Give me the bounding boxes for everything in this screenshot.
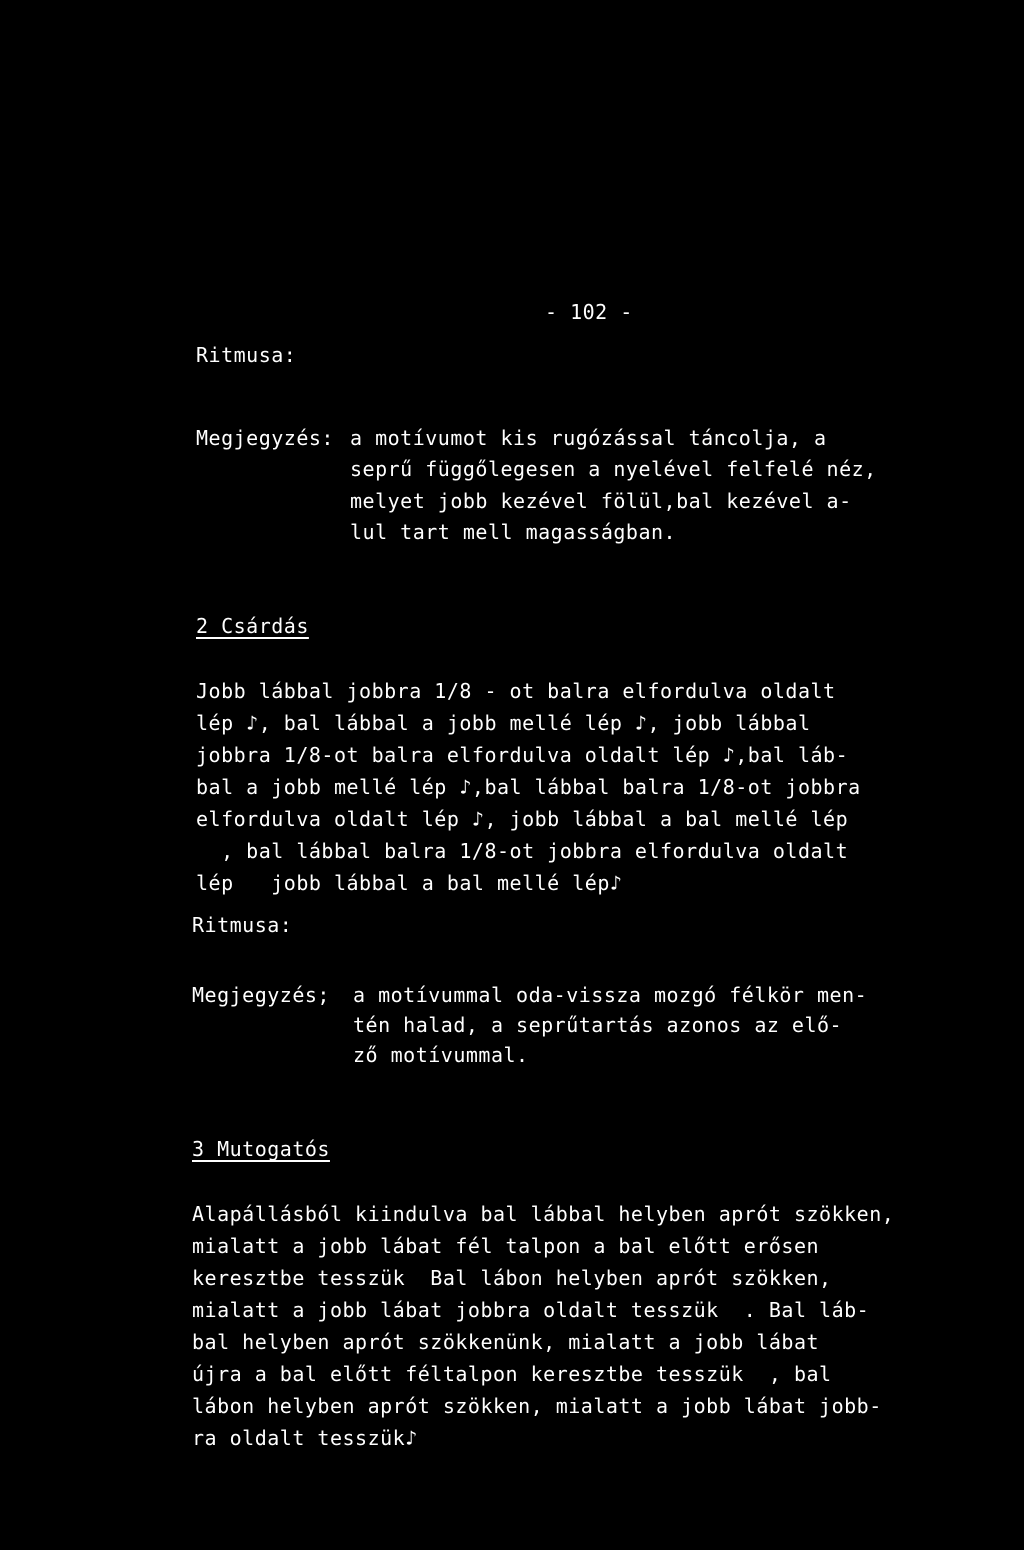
- body-line: Jobb lábbal jobbra 1/8 - ot balra elfordulva oldalt: [196, 679, 836, 703]
- body-line: mialatt a jobb lábat fél talpon a bal előtt erősen: [192, 1234, 820, 1258]
- note-line: a motívummal oda-vissza mozgó félkör men-: [353, 983, 868, 1007]
- body-line: lép jobb lábbal a bal mellé lép♪: [196, 871, 623, 895]
- body-line: keresztbe tesszük Bal lábon helyben aprót szökken,: [192, 1266, 832, 1290]
- body-line: elfordulva oldalt lép ♪, jobb lábbal a bal mellé lép: [196, 807, 849, 831]
- body-line: újra a bal előtt féltalpon keresztbe tesszük , bal: [192, 1362, 832, 1386]
- body-line: ra oldalt tesszük♪: [192, 1426, 418, 1450]
- body-line: jobbra 1/8-ot balra elfordulva oldalt lép ♪,bal láb-: [196, 743, 849, 767]
- body-line: mialatt a jobb lábat jobbra oldalt tesszük . Bal láb-: [192, 1298, 870, 1322]
- body-line: lábon helyben aprót szökken, mialatt a jobb lábat jobb-: [192, 1394, 882, 1418]
- section-title: 3 Mutogatós: [192, 1137, 330, 1161]
- rhythm-label: Ritmusa:: [196, 343, 297, 367]
- note-line: melyet jobb kezével fölül,bal kezével a-: [350, 489, 852, 513]
- page-number: - 102 -: [545, 300, 633, 324]
- body-line: , bal lábbal balra 1/8-ot jobbra elfordulva oldalt: [196, 839, 849, 863]
- note-line: seprű függőlegesen a nyelével felfelé néz,: [350, 457, 877, 481]
- section-title: 2 Csárdás: [196, 614, 309, 638]
- body-line: Alapállásból kiindulva bal lábbal helyben aprót szökken,: [192, 1202, 895, 1226]
- body-line: lép ♪, bal lábbal a jobb mellé lép ♪, jobb lábbal: [196, 711, 811, 735]
- body-line: bal helyben aprót szökkenünk, mialatt a jobb lábat: [192, 1330, 820, 1354]
- rhythm-label: Ritmusa:: [192, 913, 293, 937]
- note-line: ző motívummal.: [353, 1043, 529, 1067]
- note-label: Megjegyzés;: [192, 983, 330, 1007]
- body-line: bal a jobb mellé lép ♪,bal lábbal balra 1/8-ot jobbra: [196, 775, 861, 799]
- note-label: Megjegyzés:: [196, 426, 334, 450]
- note-line: lul tart mell magasságban.: [350, 520, 677, 544]
- note-line: tén halad, a seprűtartás azonos az elő-: [353, 1013, 843, 1037]
- note-line: a motívumot kis rugózással táncolja, a: [350, 426, 827, 450]
